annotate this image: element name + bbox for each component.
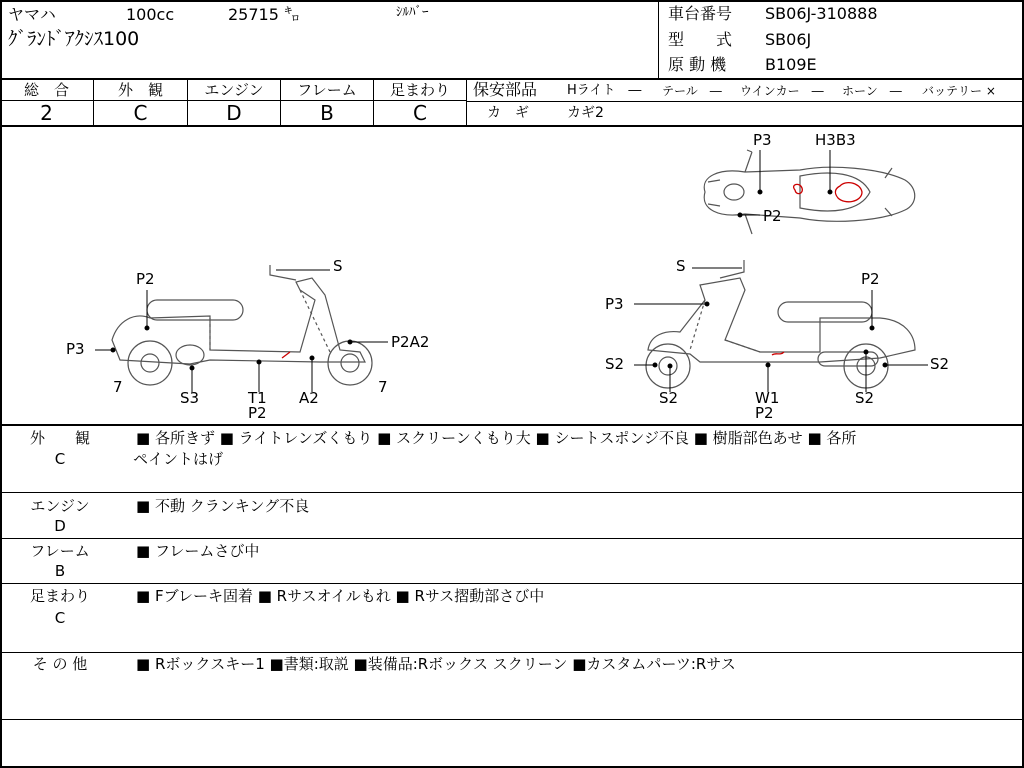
remarks-exterior-line1: ■ 各所きず ■ ライトレンズくもり ■ スクリーンくもり大 ■ シートスポンジ不良 ■ 樹脂部色あせ ■ 各所 (136, 429, 857, 447)
frame-no-label: 車台番号 (668, 4, 733, 23)
suspension-grade: C (413, 101, 427, 125)
safety-tail: テール ― (662, 84, 722, 98)
model-name: ｸﾞﾗﾝﾄﾞｱｸｼｽ100 (8, 28, 140, 50)
remarks-exterior-line2: ペイントはげ (133, 450, 224, 468)
remarks-engine-grade: D (54, 517, 66, 535)
remarks-suspension-line1: ■ Fブレーキ固着 ■ Rサスオイルもれ ■ Rサス摺動部さび中 (136, 587, 545, 605)
label-right-p2-seat: P2 (861, 270, 880, 288)
safety-winker: ウインカー ― (740, 84, 824, 98)
label-left-p2a2: P2A2 (391, 333, 430, 351)
type-value: SB06J (765, 30, 812, 49)
label-right-s2-front-bottom: S2 (659, 389, 679, 407)
exterior-label: 外 観 (117, 81, 163, 99)
mileage: 25715 ㌔ (228, 5, 300, 24)
remarks-frame-grade: B (54, 562, 66, 580)
color: ｼﾙﾊﾞｰ (396, 5, 429, 20)
remarks-other-label: そ の 他 (32, 655, 88, 673)
label-top-p2: P2 (763, 207, 782, 225)
remarks-exterior-grade: C (54, 450, 66, 468)
maker: ヤマハ (8, 5, 56, 24)
label-right-s2-rear-bottom: S2 (855, 389, 875, 407)
remarks-frame-line1: ■ フレームさび中 (136, 542, 260, 560)
frame-grade: B (320, 101, 334, 125)
engine-grade-label: エンジン (204, 81, 264, 99)
type-label: 型 式 (668, 30, 733, 49)
displacement: 100cc (126, 5, 175, 24)
top-view-scooter (704, 150, 915, 234)
label-left-p2-seat: P2 (136, 270, 155, 288)
label-left-p3: P3 (66, 340, 85, 358)
remarks-exterior-label: 外 観 (29, 429, 90, 447)
label-right-s: S (676, 257, 686, 275)
label-right-p2-floor: P2 (755, 404, 774, 422)
safety-headlight: Hライト ― (567, 83, 642, 98)
frame-no: SB06J-310888 (765, 4, 878, 23)
remarks-suspension-grade: C (54, 609, 66, 627)
engine-value: B109E (765, 55, 817, 74)
label-left-s3: S3 (180, 389, 200, 407)
safety-label: 保安部品 (473, 80, 538, 99)
label-top-h3b3: H3B3 (815, 131, 856, 149)
label-left-a2: A2 (299, 389, 319, 407)
suspension-grade-label: 足まわり (389, 81, 450, 99)
engine-grade: D (226, 101, 242, 125)
label-left-p2-floor: P2 (248, 404, 267, 422)
remarks-frame-label: フレーム (30, 542, 90, 560)
label-right-w1: W1 (755, 389, 780, 407)
label-left-t1: T1 (248, 389, 267, 407)
key-value: カギ2 (567, 105, 604, 121)
label-right-s2-front-left: S2 (605, 355, 625, 373)
safety-horn: ホーン ― (842, 84, 902, 98)
overall-grade: 2 (40, 101, 53, 125)
key-label: カ ギ (487, 105, 529, 121)
remarks-suspension-label: 足まわり (29, 587, 90, 605)
label-left-7-rear: 7 (378, 378, 388, 396)
remarks-engine-line1: ■ 不動 クランキング不良 (136, 497, 310, 515)
label-left-7-front: 7 (113, 378, 123, 396)
label-left-s: S (333, 257, 343, 275)
label-top-p3: P3 (753, 131, 772, 149)
remarks-other-line1: ■ Rボックスキー1 ■書類:取説 ■装備品:Rボックス スクリーン ■カスタムパーツ:Rサス (136, 655, 736, 673)
remarks-engine-label: エンジン (30, 497, 90, 515)
safety-battery: バッテリー × (922, 84, 996, 98)
frame-grade-label: フレーム (297, 81, 357, 99)
exterior-grade: C (133, 101, 148, 125)
label-right-s2-rear-right: S2 (930, 355, 950, 373)
label-right-p3: P3 (605, 295, 624, 313)
overall-label: 総 合 (23, 81, 69, 99)
engine-label: 原 動 機 (668, 55, 727, 74)
